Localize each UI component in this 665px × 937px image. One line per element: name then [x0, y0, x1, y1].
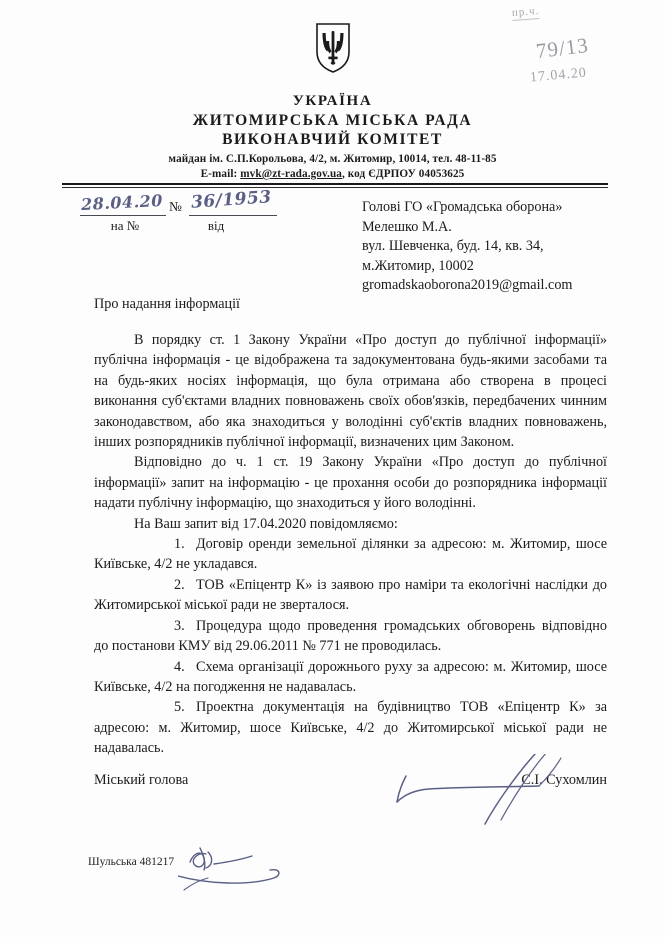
body-paragraph-1: В порядку ст. 1 Закону України «Про доступ до публічної інформації» публічна інформація - це відображена та задокументована будь-якими засобами та на будь-яких носіях інформація, що була отримана або створена в процесі виконання суб'єктами владних повноважень своїх обов'язків, передбачених чинним законодавством, або яка знаходиться у володінні суб'єктів владних повноважень, інших розпорядників публічної інформації, визначених цим Законом. — [94, 332, 607, 451]
list-item — [94, 697, 607, 758]
emblem-container — [0, 22, 665, 79]
list-item — [94, 616, 607, 657]
executor-initials-signature — [178, 842, 478, 894]
reference-lines — [80, 187, 340, 216]
list-item — [94, 575, 607, 616]
handwritten-date: 28.04.20 — [80, 190, 164, 215]
reference-labels — [80, 218, 340, 234]
list-item-text: Договір оренди земельної ділянки за адресою: м. Житомир, шосе Київське, 4/2 не укладався. — [94, 536, 607, 573]
header-country: УКРАЇНА — [292, 93, 373, 109]
header-council: ЖИТОМИРСЬКА МІСЬКА РАДА — [192, 112, 473, 129]
signatory-name: С.І. Сухомлин — [521, 772, 607, 788]
reference-number-slot — [189, 187, 277, 216]
header-divider-rule — [62, 183, 608, 188]
ukraine-trident-coat-of-arms-icon — [315, 22, 351, 74]
document-subject: Про надання інформації — [94, 296, 240, 312]
executor-text: Шульська 481217 — [88, 856, 175, 868]
list-item-number: 3. — [174, 617, 185, 634]
label-from-date: від — [207, 218, 225, 233]
header-committee: ВИКОНАВЧИЙ КОМІТЕТ — [222, 131, 443, 148]
addressee-email: gromadskaoborona2019@gmail.com — [362, 277, 573, 294]
list-item-number: 4. — [174, 658, 185, 675]
pencil-registration-date: 17.04.20 — [529, 65, 588, 86]
list-item-text: ТОВ «Епіцентр К» із заявою про наміри та екологічні наслідки до Житомирської міської ради не зверталося. — [94, 576, 607, 614]
list-item-text: Процедура щодо проведення громадських обговорень відповідно до постанови КМУ від 29.06.2011 № 771 не проводилась. — [94, 617, 607, 655]
email-label: E-mail: — [200, 168, 241, 180]
reference-date-slot — [80, 190, 166, 216]
addressee-block — [362, 198, 642, 296]
label-incoming-number: на № — [110, 218, 140, 233]
number-symbol: № — [169, 199, 182, 214]
list-item-number: 2. — [174, 576, 185, 593]
header-address: майдан ім. С.П.Корольова, 4/2, м. Житомир, 10014, тел. 48-11-85 — [168, 153, 497, 165]
addressee-line-1: Голові ГО «Громадська оборона» — [362, 199, 563, 215]
handwritten-number: 36/1953 — [190, 187, 273, 213]
signatory-title: Міський голова — [94, 772, 189, 788]
letterhead-header — [0, 92, 665, 182]
body-paragraph-3: На Ваш запит від 17.04.2020 повідомляємо: — [134, 515, 398, 532]
pencil-scribble-annotation: пр.ч. — [511, 5, 540, 19]
handwritten-signature — [389, 754, 579, 826]
edrpou-code: , код ЄДРПОУ 04053625 — [341, 168, 465, 180]
list-item-text: Схема організації дорожнього руху за адресою: м. Житомир, шосе Київське, 4/2 на погодження не надавалась. — [94, 658, 607, 695]
addressee-line-3: вул. Шевченка, буд. 14, кв. 34, — [362, 238, 544, 255]
executor-note — [88, 856, 174, 868]
addressee-line-2: Мелешко М.А. — [362, 218, 452, 235]
reference-block — [80, 187, 340, 234]
list-item-number: 5. — [174, 699, 185, 716]
list-item-number: 1. — [174, 536, 185, 553]
list-item-text: Проектна документація на будівництво ТОВ «Епіцентр К» за адресою: м. Житомир, шосе Київське, 4/2 до Житомирської міської ради не надавалась. — [94, 699, 607, 757]
list-item — [94, 534, 607, 575]
body-paragraph-2: Відповідно до ч. 1 ст. 19 Закону України «Про доступ до публічної інформації» запит на інформацію - це прохання особи до розпорядника інформації надати публічну інформацію, що знаходиться у його володінні. — [94, 454, 607, 512]
document-body — [94, 330, 607, 759]
list-item — [94, 657, 607, 698]
addressee-line-4: м.Житомир, 10002 — [362, 257, 474, 274]
pencil-registration-number: 79/13 — [534, 32, 591, 64]
header-email-line — [0, 167, 665, 182]
email-address[interactable]: mvk@zt-rada.gov.ua — [240, 168, 342, 180]
